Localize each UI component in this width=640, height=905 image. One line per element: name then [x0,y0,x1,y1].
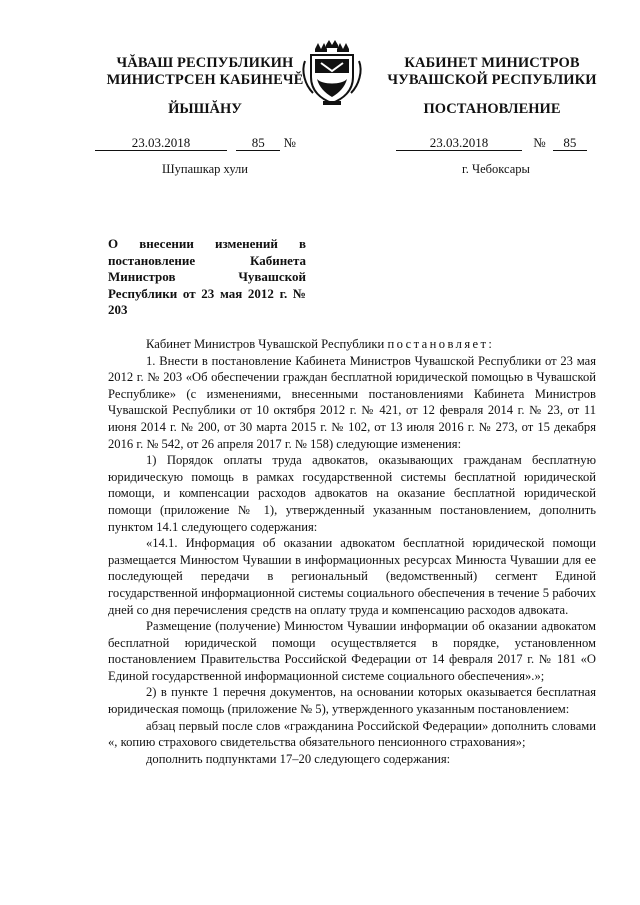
document-body [108,336,596,767]
body-paragraph: 1. Внести в постановление Кабинета Министров Чувашской Республики от 23 мая 2012 г. № 203 «Об обеспечении граждан бесплатной юридической помощью в Чувашской Республике» (с изменениями, внесенными постановлениями Кабинета Министров Чувашской Республики от 10 октября 2012 г. № 421, от 12 февраля 2014 г. № 23, от 11 июня 2014 г. № 200, от 30 марта 2015 г. № 102, от 13 июля 2016 г. № 273, от 15 декабря 2016 г. № 542, от 26 апреля 2017 г. № 158) следующие изменения: [108,353,596,451]
left-date: 23.03.2018 [95,136,227,151]
intro-prefix: Кабинет Министров Чувашской Республики [146,337,385,351]
header-left-doc-type: ЙЫШĂНУ [168,101,242,117]
header-right-line2: ЧУВАШСКОЙ РЕСПУБЛИКИ [387,72,597,88]
header-left-line1: ЧĂВАШ РЕСПУБЛИКИН [116,55,294,71]
body-paragraph: 1) Порядок оплаты труда адвокатов, оказывающих гражданам бесплатную юридическую помощь в рамках государственной системы бесплатной юридической помощи, и компенсации расходов адвокатов на оказание бесплатной юридической помощи (приложение № 1), утвержденный указанным постановлением, дополнить пунктом 14.1 следующего содержания: [108,453,596,534]
intro-paragraph [108,336,596,353]
right-date-line [396,135,626,151]
body-paragraph: «14.1. Информация об оказании адвокатом бесплатной юридической помощи размещается Минюстом Чувашии в информационных ресурсах Минюста Чувашии для ее последующей передачи в региональный (ведомственный) сегмент Единой государственной информационной системы социального обеспечения в течение 5 рабочих дней со дня перечисления средств на оплату труда и компенсацию расходов адвоката. [108,536,596,617]
header-left-org [90,55,320,89]
right-number-sign: № [533,135,546,150]
intro-spaced: постановляет: [387,337,495,351]
left-date-line [95,135,320,151]
place-left: Шупашкар хули [162,162,248,176]
place-right: г. Чебоксары [462,162,530,176]
right-number: 85 [553,136,587,151]
body-paragraph: дополнить подпунктами 17–20 следующего содержания: [146,751,451,766]
header-right-doc-type: ПОСТАНОВЛЕНИЕ [423,101,561,117]
right-date: 23.03.2018 [396,136,522,151]
body-paragraph: абзац первый после слов «гражданина Российской Федерации» дополнить словами «, копию страхового свидетельства обязательного пенсионного страхования»; [108,718,596,750]
body-paragraph: Размещение (получение) Минюстом Чувашии информации об оказании адвокатом бесплатной юридической помощи осуществляется в порядке, установленном постановлением Правительства Российской Федерации от 14 февраля 2017 г. № 181 «О Единой государственной информационной системе социального обеспечения».»; [108,619,596,683]
left-number: 85 [236,136,280,151]
left-number-sign: № [283,135,296,150]
header-right-org [372,55,612,89]
document-title: О внесении изменений в постановление Кабинета Министров Чувашской Республики от 23 мая 2012 г. № 203 [108,236,306,317]
header-left-line2: МИНИСТРСЕН КАБИНЕЧĔ [106,72,304,88]
coat-of-arms-icon [301,39,363,109]
header-right-line1: КАБИНЕТ МИНИСТРОВ [404,55,580,71]
body-paragraph: 2) в пункте 1 перечня документов, на основании которых оказывается бесплатная юридическая помощь (приложение № 5), утвержденного указанным постановлением: [108,685,596,717]
